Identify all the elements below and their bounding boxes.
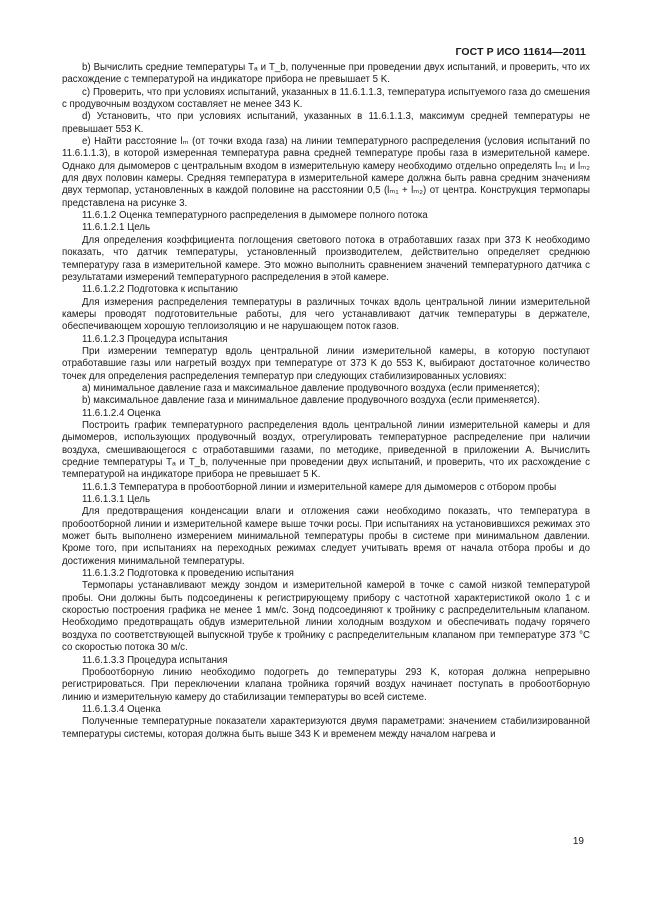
paragraph: Термопары устанавливают между зондом и измерительной камерой в точке с самой низкой температурой пробы. Они должны быть подсоединены к регистрирующему прибору с частотной характеристикой около 1 с и скоростью построения графика не менее 1 мм/с. Зонд подсоединяют к тройнику с распределительным клапаном. Необходимо предотвращать обдув измерительной линии холодным воздухом и обеспечивать подачу горячего воздуха по соответствующей выпускной трубе к тройнику с распределительным клапаном при температуре 373 °С со скоростью потока 30 м/с. (62, 580, 590, 654)
paragraph: c) Проверить, что при условиях испытаний, указанных в 11.6.1.1.3, температура испытуемого газа до смешения с продувочным воздухом составляет не менее 343 K. (62, 86, 590, 111)
paragraph: Для измерения распределения температуры в различных точках вдоль центральной линии измерительной камеры проводят подготовительные работы, для чего устанавливают датчик температуры в держателе, обеспечивающем хорошую теплоизоляцию и не нарушающем поток газов. (62, 296, 590, 333)
paragraph: 11.6.1.3.1 Цель (82, 494, 150, 506)
paragraph: 11.6.1.2 Оценка температурного распределения в дымомере полного потока (82, 210, 428, 222)
paragraph: 11.6.1.3.4 Оценка (82, 703, 161, 715)
paragraph: 11.6.1.3.3 Процедура испытания (82, 654, 228, 666)
paragraph: 11.6.1.2.3 Процедура испытания (82, 333, 228, 345)
paragraph: a) минимальное давление газа и максимальное давление продувочного воздуха (если применяется); (82, 382, 540, 394)
paragraph: 11.6.1.2.4 Оценка (82, 407, 161, 419)
paragraph: d) Установить, что при условиях испытаний, указанных в 11.6.1.1.3, максимум средней температуры не превышает 553 K. (62, 111, 590, 135)
paragraph: Построить график температурного распределения вдоль центральной линии измерительной камеры и для дымомеров, использующих продувочный воздух, отрегулировать температурное распределение при наличии воздуха, смешивающегося с отработавшими газами, по методике, приведенной в приложении А. Вычислить средние температуры Tₐ и T_b, полученные при проведении двух испытаний, и проверить, что их расхождение с температурой на индикаторе прибора не превышает 5 K. (62, 419, 590, 481)
standard-header: ГОСТ Р ИСО 11614—2011 (455, 46, 586, 58)
paragraph: Пробоотборную линию необходимо подогреть до температуры 293 K, которая должна непрерывно регистрироваться. При переключении клапана тройника горячий воздух начинает поступать в пробоотборную линию и измерительную камеру до стабилизации температуры во всей системе. (62, 666, 590, 703)
paragraph: Для предотвращения конденсации влаги и отложения сажи необходимо показать, что температура в пробоотборной линии и измерительной камере выше точки росы. При испытаниях на установившихся режимах это может быть выполнено измерением минимальной температуры пробы в системе при минимальном давлении. Кроме того, при испытаниях на переходных режимах следует учитывать время от начала отбора пробы и до достижения минимальной температуры. (62, 506, 590, 567)
paragraph: 11.6.1.3 Температура в пробоотборной линии и измерительной камере для дымомеров с отбором пробы (82, 481, 557, 493)
paragraph: 11.6.1.2.2 Подготовка к испытанию (82, 284, 238, 296)
document-body (62, 62, 590, 741)
paragraph: 11.6.1.3.2 Подготовка к проведению испытания (82, 568, 294, 580)
paragraph: Для определения коэффициента поглощения светового потока в отработавших газах при 373 K необходимо показать, что датчик температуры, установленный производителем, действительно определяет среднюю температуру газа в измерительной камере. Это можно выполнить сравнением значений температурного датчика с результатами измерений температурного распределения в этой камере. (62, 234, 590, 283)
paragraph: b) Вычислить средние температуры Tₐ и T_b, полученные при проведении двух испытаний, и проверить, что их расхождение с температурой на индикаторе прибора не превышает 5 K. (62, 62, 590, 86)
paragraph: Полученные температурные показатели характеризуются двумя параметрами: значением стабилизированной температуры системы, которая должна быть выше 343 K и временем между началом нагрева и (62, 716, 590, 740)
paragraph: b) максимальное давление газа и минимальное давление продувочного воздуха (если применяется). (82, 395, 540, 407)
page-number: 19 (572, 836, 584, 847)
paragraph: При измерении температур вдоль центральной линии измерительной камеры, в которую поступают отработавшие газы или нагретый воздух при температуре от 373 K до 553 K, выбирают достаточное количество точек для определения распределения температур при следующих стабилизированных условиях: (62, 345, 590, 382)
paragraph: e) Найти расстояние lₘ (от точки входа газа) на линии температурного распределения (условия испытаний по 11.6.1.1.3), в которой измеренная температура равна средней температуре пробы газа в измерительной камере. Однако для дымомеров с центральным входом в измерительную камеру необходимо отдельно определять lₘ₁ и lₘ₂ для двух половин камеры. Средняя температура в измерительной камере должна быть равна средним значениям двух термопар, установленных в каждой половине на расстоянии 0,5 (lₘ₁ + lₘ₂) от центра. Конструкция термопары представлена на рисунке 3. (62, 136, 590, 209)
paragraph: 11.6.1.2.1 Цель (82, 222, 150, 234)
